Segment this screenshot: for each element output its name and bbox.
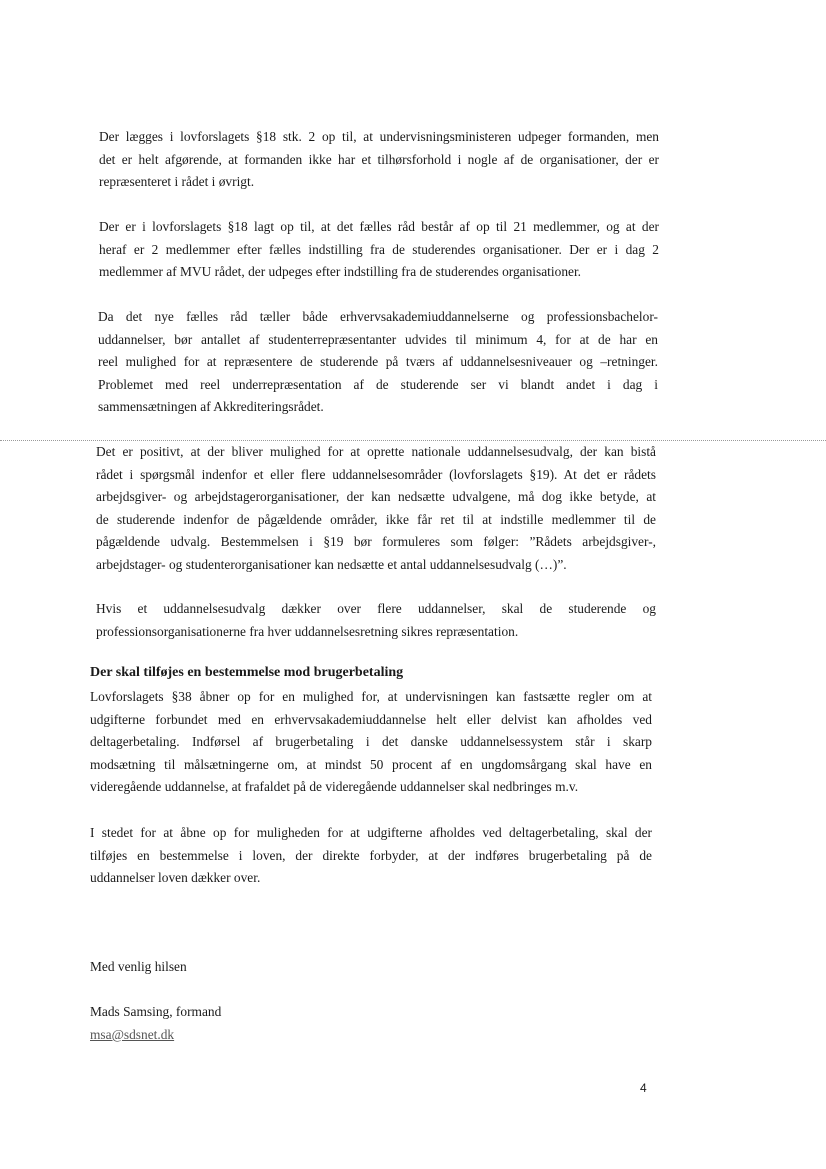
text-line: arbejdsgiver- og arbejdstagerorganisationer, der kan nedsætte udvalgene, må dog ikke betyde, at — [96, 489, 656, 505]
paragraph-uddannelsesudvalg — [96, 441, 656, 577]
paragraph-brugerbetaling — [90, 686, 652, 799]
text-line: det er helt afgørende, at formanden ikke har et tilhørsforhold i nogle af de organisationer, der er — [99, 151, 659, 167]
section-heading: Der skal tilføjes en bestemmelse mod brugerbetaling — [90, 665, 404, 680]
paragraph-studenterrepraesentanter — [98, 306, 658, 419]
text-line: Der er i lovforslagets §18 lagt op til, at det fælles råd består af op til 21 medlemmer, og at der — [99, 219, 659, 234]
text-line: Problemet med reel underrepræsentation af de studerende ser vi blandt andet i dag i — [98, 376, 658, 392]
paragraph-raad-medlemmer — [99, 216, 659, 284]
text-line: udgifterne forbundet med en erhvervsakademiuddannelse helt eller delvist kan afholdes ved — [90, 711, 652, 727]
closing-signature: Mads Samsing, formand — [90, 1004, 222, 1019]
text-line: sammensætningen af Akkrediteringsrådet. — [98, 399, 324, 415]
page-number: 4 — [640, 1081, 647, 1095]
text-line: modsætning til målsætningerne om, at mindst 50 procent af en ungdomsårgang skal have en — [90, 756, 652, 772]
text-line: tilføjes en bestemmelse i loven, der direkte forbyder, at der indføres brugerbetaling på de — [90, 847, 652, 863]
text-line: repræsenteret i rådet i øvrigt. — [99, 174, 255, 190]
text-line: rådet i spørgsmål indenfor et eller flere uddannelsesområder (lovforslagets §19). At det er rådets — [96, 466, 656, 482]
text-line: Hvis et uddannelsesudvalg dækker over flere uddannelser, skal de studerende og — [96, 601, 656, 616]
text-line: videregående uddannelse, at frafaldet på de videregående uddannelser skal nedbringes m.v. — [90, 779, 579, 795]
text-line: uddannelser loven dækker over. — [90, 870, 261, 886]
text-line: uddannelser, bør antallet af studenterrepræsentanter udvides til minimum 4, for at de har en — [98, 331, 658, 347]
text-line: arbejdstager- og studenterorganisationer kan nedsætte et antal uddannelsesudvalg (…)”. — [96, 556, 567, 572]
text-line: de studerende indenfor de pågældende områder, ikke får ret til at indstille medlemmer til de — [96, 511, 656, 527]
text-line: professionsorganisationerne fra hver uddannelsesretning sikres repræsentation. — [96, 623, 519, 639]
text-line: I stedet for at åbne op for muligheden for at udgifterne afholdes ved deltagerbetaling, skal der — [90, 825, 652, 840]
text-line: Det er positivt, at der bliver mulighed for at oprette nationale uddannelsesudvalg, der kan bistå — [96, 444, 656, 459]
paragraph-forbud — [90, 822, 652, 890]
text-line: heraf er 2 medlemmer efter fælles indstilling fra de studerendes organisationer. Der er i dag 2 — [99, 241, 659, 257]
text-line: reel mulighed for at repræsentere de studerende på tværs af uddannelsesniveauer og –retninger. — [98, 354, 658, 370]
text-line: deltagerbetaling. Indførsel af brugerbetaling i det danske uddannelsessystem står i skarp — [90, 734, 652, 750]
text-line: Da det nye fælles råd tæller både erhvervsakademiuddannelserne og professionsbachelor- — [98, 309, 658, 324]
text-line: pågældende udvalg. Bestemmelsen i §19 bør formuleres som følger: ”Rådets arbejdsgiver-, — [96, 534, 656, 550]
text-line: medlemmer af MVU rådet, der udpeges efter indstilling fra de studerendes organisationer. — [99, 264, 582, 280]
paragraph-repraesentation — [96, 598, 656, 643]
text-line: Der lægges i lovforslagets §18 stk. 2 op til, at undervisningsministeren udpeger formanden, men — [99, 129, 659, 144]
closing-greeting: Med venlig hilsen — [90, 959, 187, 974]
paragraph-formand — [99, 126, 659, 194]
text-line: Lovforslagets §38 åbner op for en mulighed for, at undervisningen kan fastsætte regler om at — [90, 689, 652, 704]
email-link[interactable]: msa@sdsnet.dk — [90, 1027, 175, 1042]
